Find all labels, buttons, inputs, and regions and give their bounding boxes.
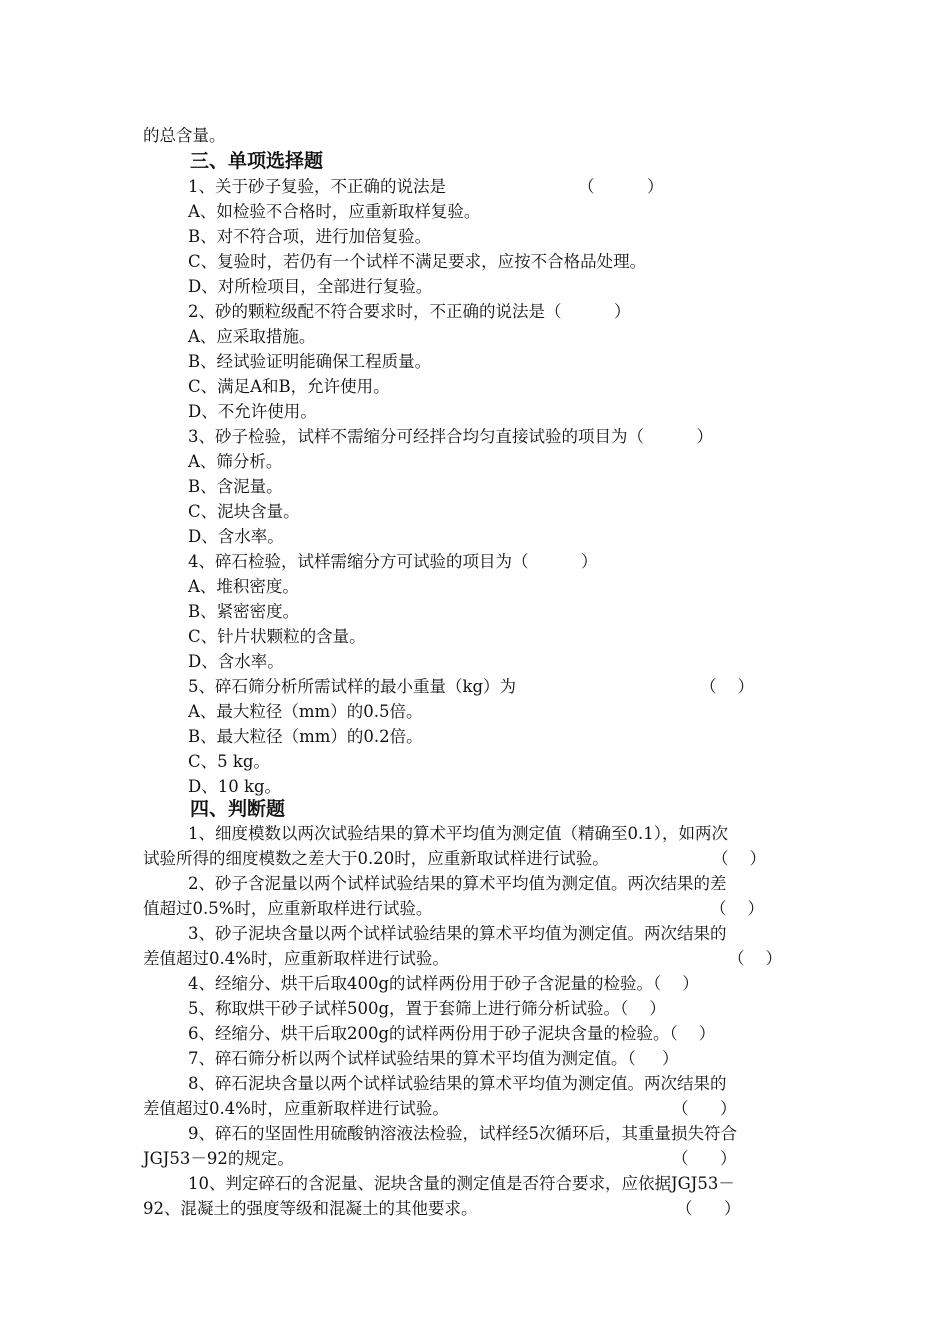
q3-option-d: D、含水率。: [188, 527, 284, 546]
judgment-8-blank: （ ）: [672, 1099, 737, 1118]
judgment-10-line-2: 92、混凝土的强度等级和混凝土的其他要求。: [143, 1199, 478, 1218]
judgment-8-line-1: 8、碎石泥块含量以两个试样试验结果的算术平均值为测定值。两次结果的: [188, 1074, 727, 1093]
q5-option-c: C、5 kg。: [188, 752, 270, 771]
section-4-heading: 四、判断题: [190, 798, 286, 820]
judgment-3-blank: （ ）: [728, 949, 782, 968]
q1-option-d: D、对所检项目，全部进行复验。: [188, 277, 433, 296]
q3-stem: 3、砂子检验，试样不需缩分可经拌合均匀直接试验的项目为（ ）: [188, 427, 713, 446]
q5-option-d: D、10 kg。: [188, 777, 282, 796]
q1-option-c: C、复验时，若仍有一个试样不满足要求，应按不合格品处理。: [188, 252, 647, 271]
q3-option-c: C、泥块含量。: [188, 502, 300, 521]
q5-stem: 5、碎石筛分析所需试样的最小重量（kg）为: [188, 677, 517, 696]
judgment-10-line-1: 10、判定碎石的含泥量、泥块含量的测定值是否符合要求，应依据JGJ53－: [188, 1174, 735, 1193]
q1-stem: 1、关于砂子复验，不正确的说法是: [188, 177, 446, 196]
q4-stem: 4、碎石检验，试样需缩分方可试验的项目为（ ）: [188, 552, 598, 571]
judgment-9-line-1: 9、碎石的坚固性用硫酸钠溶液法检验，试样经5次循环后，其重量损失符合: [188, 1124, 737, 1143]
q1-option-a: A、如检验不合格时，应重新取样复验。: [188, 202, 481, 221]
q4-option-d: D、含水率。: [188, 652, 284, 671]
judgment-6: 6、经缩分、烘干后取200g的试样两份用于砂子泥块含量的检验。（ ）: [188, 1024, 716, 1043]
judgment-2-blank: （ ）: [710, 899, 764, 918]
judgment-1-line-1: 1、细度模数以两次试验结果的算术平均值为测定值（精确至0.1），如两次: [188, 824, 728, 843]
q1-answer-blank: （ ）: [578, 177, 664, 196]
judgment-1-line-2: 试验所得的细度模数之差大于0.20时，应重新取试样进行试验。: [143, 849, 609, 868]
section-3-heading: 三、单项选择题: [190, 150, 324, 172]
q2-option-d: D、不允许使用。: [188, 402, 317, 421]
q5-option-b: B、最大粒径（mm）的0.2倍。: [188, 727, 423, 746]
q4-option-a: A、堆积密度。: [188, 577, 299, 596]
judgment-2-line-1: 2、砂子含泥量以两个试样试验结果的算术平均值为测定值。两次结果的差: [188, 874, 727, 893]
judgment-7: 7、碎石筛分析以两个试样试验结果的算术平均值为测定值。（ ）: [188, 1049, 679, 1068]
q4-option-b: B、紧密密度。: [188, 602, 300, 621]
judgment-5: 5、称取烘干砂子试样500g，置于套筛上进行筛分析试验。（ ）: [188, 999, 666, 1018]
q4-option-c: C、针片状颗粒的含量。: [188, 627, 366, 646]
judgment-8-line-2: 差值超过0.4%时，应重新取样进行试验。: [143, 1099, 449, 1118]
q1-option-b: B、对不符合项，进行加倍复验。: [188, 227, 432, 246]
judgment-3-line-1: 3、砂子泥块含量以两个试样试验结果的算术平均值为测定值。两次结果的: [188, 924, 727, 943]
judgment-2-line-2: 值超过0.5%时，应重新取样进行试验。: [143, 899, 433, 918]
judgment-9-blank: （ ）: [672, 1149, 737, 1168]
q5-answer-blank: （ ）: [700, 677, 754, 696]
q2-option-c: C、满足A和B，允许使用。: [188, 377, 390, 396]
q2-option-a: A、应采取措施。: [188, 327, 316, 346]
judgment-10-blank: （ ）: [676, 1199, 741, 1218]
judgment-3-line-2: 差值超过0.4%时，应重新取样进行试验。: [143, 949, 449, 968]
judgment-1-blank: （ ）: [712, 849, 766, 868]
intro-tail: 的总含量。: [143, 126, 226, 145]
q2-stem: 2、砂的颗粒级配不符合要求时，不正确的说法是（ ）: [188, 302, 631, 321]
q3-option-b: B、含泥量。: [188, 477, 283, 496]
q3-option-a: A、筛分析。: [188, 452, 283, 471]
q5-option-a: A、最大粒径（mm）的0.5倍。: [188, 702, 423, 721]
q2-option-b: B、经试验证明能确保工程质量。: [188, 352, 432, 371]
judgment-4: 4、经缩分、烘干后取400g的试样两份用于砂子含泥量的检验。（ ）: [188, 974, 699, 993]
judgment-9-line-2: JGJ53－92的规定。: [143, 1149, 294, 1168]
